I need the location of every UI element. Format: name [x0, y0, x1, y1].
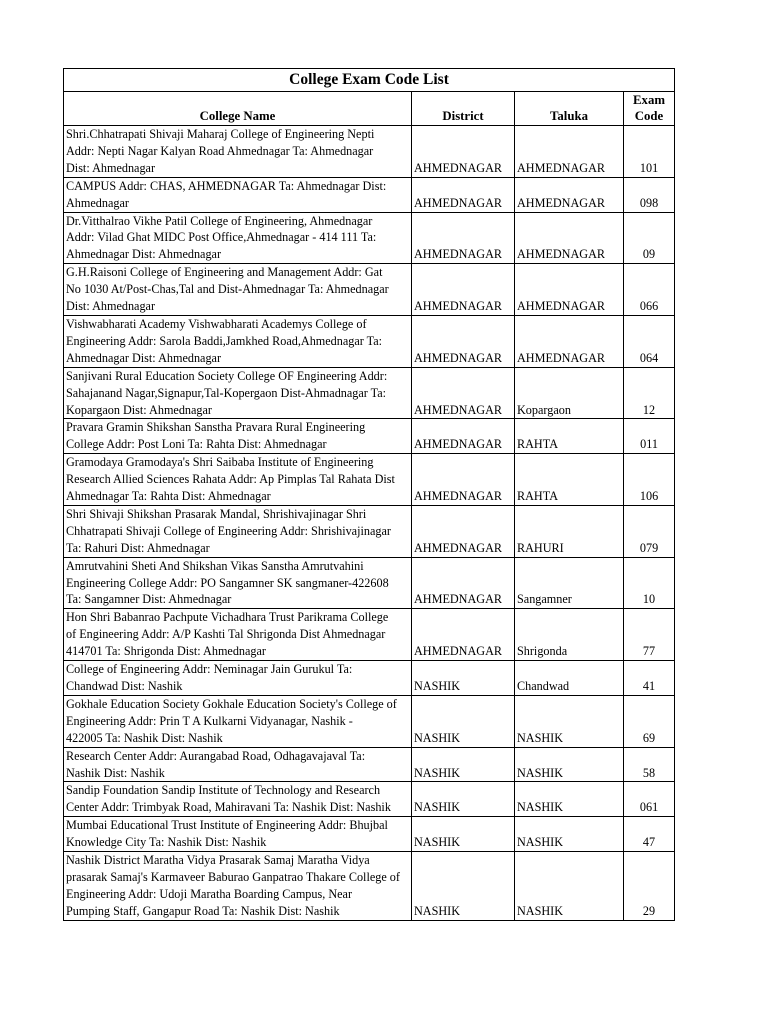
college-name-cell: College of Engineering Addr: Neminagar Jain Gurukul Ta: Chandwad Dist: Nashik	[64, 661, 412, 696]
exam-code-cell: 061	[624, 782, 675, 817]
college-name-cell: Sandip Foundation Sandip Institute of Technology and Research Center Addr: Trimbyak Road, Mahiravani Ta: Nashik Dist: Nashik	[64, 782, 412, 817]
header-taluka: Taluka	[515, 92, 624, 126]
college-exam-code-table	[63, 68, 675, 921]
taluka-cell: RAHURI	[515, 505, 624, 557]
college-name-cell: Research Center Addr: Aurangabad Road, Odhagavajaval Ta: Nashik Dist: Nashik	[64, 747, 412, 782]
table-row	[64, 126, 675, 178]
taluka-cell: NASHIK	[515, 747, 624, 782]
table-row	[64, 419, 675, 454]
taluka-cell: Sangamner	[515, 557, 624, 609]
exam-code-cell: 12	[624, 367, 675, 419]
table-row	[64, 454, 675, 506]
exam-code-cell: 011	[624, 419, 675, 454]
taluka-cell: AHMEDNAGAR	[515, 212, 624, 264]
table-row	[64, 609, 675, 661]
district-cell: NASHIK	[412, 782, 515, 817]
district-cell: AHMEDNAGAR	[412, 557, 515, 609]
district-cell: AHMEDNAGAR	[412, 454, 515, 506]
taluka-cell: AHMEDNAGAR	[515, 177, 624, 212]
table-row	[64, 695, 675, 747]
exam-code-cell: 079	[624, 505, 675, 557]
table-title: College Exam Code List	[64, 69, 675, 92]
district-cell: AHMEDNAGAR	[412, 367, 515, 419]
exam-code-cell: 101	[624, 126, 675, 178]
table-row	[64, 661, 675, 696]
district-cell: NASHIK	[412, 817, 515, 852]
title-row	[64, 69, 675, 92]
table-row	[64, 782, 675, 817]
college-name-cell: G.H.Raisoni College of Engineering and Management Addr: Gat No 1030 At/Post-Chas,Tal and Dist-Ahmednagar Ta: Ahmednagar Dist: Ahmednagar	[64, 264, 412, 316]
exam-code-cell: 29	[624, 852, 675, 921]
exam-code-cell: 77	[624, 609, 675, 661]
district-cell: NASHIK	[412, 661, 515, 696]
district-cell: AHMEDNAGAR	[412, 126, 515, 178]
taluka-cell: NASHIK	[515, 782, 624, 817]
taluka-cell: AHMEDNAGAR	[515, 264, 624, 316]
taluka-cell: Kopargaon	[515, 367, 624, 419]
table-row	[64, 177, 675, 212]
table-row	[64, 315, 675, 367]
table-row	[64, 747, 675, 782]
district-cell: NASHIK	[412, 747, 515, 782]
college-name-cell: Dr.Vitthalrao Vikhe Patil College of Engineering, Ahmednagar Addr: Vilad Ghat MIDC Post Office,Ahmednagar - 414 111 Ta: Ahmednagar Dist: Ahmednagar	[64, 212, 412, 264]
taluka-cell: NASHIK	[515, 817, 624, 852]
taluka-cell: NASHIK	[515, 852, 624, 921]
taluka-cell: Shrigonda	[515, 609, 624, 661]
college-name-cell: Gokhale Education Society Gokhale Education Society's College of Engineering Addr: Prin T A Kulkarni Vidyanagar, Nashik - 422005 Ta: Nashik Dist: Nashik	[64, 695, 412, 747]
header-district: District	[412, 92, 515, 126]
exam-code-cell: 064	[624, 315, 675, 367]
district-cell: AHMEDNAGAR	[412, 609, 515, 661]
district-cell: AHMEDNAGAR	[412, 264, 515, 316]
table-row	[64, 212, 675, 264]
table-row	[64, 852, 675, 921]
taluka-cell: RAHTA	[515, 454, 624, 506]
taluka-cell: Chandwad	[515, 661, 624, 696]
exam-code-cell: 106	[624, 454, 675, 506]
district-cell: AHMEDNAGAR	[412, 315, 515, 367]
college-name-cell: Pravara Gramin Shikshan Sanstha Pravara Rural Engineering College Addr: Post Loni Ta: Rahta Dist: Ahmednagar	[64, 419, 412, 454]
district-cell: NASHIK	[412, 695, 515, 747]
header-college-name: College Name	[64, 92, 412, 126]
college-name-cell: Vishwabharati Academy Vishwabharati Academys College of Engineering Addr: Sarola Baddi,Jamkhed Road,Ahmednagar Ta: Ahmednagar Dist: Ahmednagar	[64, 315, 412, 367]
exam-code-cell: 098	[624, 177, 675, 212]
college-name-cell: Nashik District Maratha Vidya Prasarak Samaj Maratha Vidya prasarak Samaj's Karmaveer Baburao Ganpatrao Thakare College of Engineering Addr: Udoji Maratha Boarding Campus, Near Pumping Staff, Gangapur Road Ta: Nashik Dist: Nashik	[64, 852, 412, 921]
exam-code-cell: 47	[624, 817, 675, 852]
header-row	[64, 92, 675, 126]
district-cell: AHMEDNAGAR	[412, 177, 515, 212]
exam-code-cell: 09	[624, 212, 675, 264]
exam-code-cell: 10	[624, 557, 675, 609]
college-name-cell: Shri.Chhatrapati Shivaji Maharaj College of Engineering Nepti Addr: Nepti Nagar Kalyan Road Ahmednagar Ta: Ahmednagar Dist: Ahmednagar	[64, 126, 412, 178]
taluka-cell: NASHIK	[515, 695, 624, 747]
college-name-cell: Sanjivani Rural Education Society College OF Engineering Addr: Sahajanand Nagar,Signapur,Tal-Kopergaon Dist-Ahmadnagar Ta: Kopargaon Dist: Ahmednagar	[64, 367, 412, 419]
exam-code-cell: 41	[624, 661, 675, 696]
table-row	[64, 817, 675, 852]
exam-code-cell: 58	[624, 747, 675, 782]
exam-code-cell: 69	[624, 695, 675, 747]
taluka-cell: RAHTA	[515, 419, 624, 454]
district-cell: AHMEDNAGAR	[412, 212, 515, 264]
header-exam-code: Exam Code	[624, 92, 675, 126]
college-name-cell: Gramodaya Gramodaya's Shri Saibaba Institute of Engineering Research Allied Sciences Rahata Addr: Ap Pimplas Tal Rahata Dist Ahmednagar Ta: Rahta Dist: Ahmednagar	[64, 454, 412, 506]
district-cell: AHMEDNAGAR	[412, 505, 515, 557]
taluka-cell: AHMEDNAGAR	[515, 315, 624, 367]
district-cell: AHMEDNAGAR	[412, 419, 515, 454]
exam-code-cell: 066	[624, 264, 675, 316]
table-row	[64, 367, 675, 419]
college-name-cell: Hon Shri Babanrao Pachpute Vichadhara Trust Parikrama College of Engineering Addr: A/P Kashti Tal Shrigonda Dist Ahmednagar 414701 Ta: Shrigonda Dist: Ahmednagar	[64, 609, 412, 661]
taluka-cell: AHMEDNAGAR	[515, 126, 624, 178]
district-cell: NASHIK	[412, 852, 515, 921]
table-row	[64, 505, 675, 557]
table-row	[64, 557, 675, 609]
table-row	[64, 264, 675, 316]
college-name-cell: CAMPUS Addr: CHAS, AHMEDNAGAR Ta: Ahmednagar Dist: Ahmednagar	[64, 177, 412, 212]
college-name-cell: Amrutvahini Sheti And Shikshan Vikas Sanstha Amrutvahini Engineering College Addr: PO Sangamner SK sangmaner-422608 Ta: Sangamner Dist: Ahmednagar	[64, 557, 412, 609]
college-name-cell: Shri Shivaji Shikshan Prasarak Mandal, Shrishivajinagar Shri Chhatrapati Shivaji College of Engineering Addr: Shrishivajinagar Ta: Rahuri Dist: Ahmednagar	[64, 505, 412, 557]
college-name-cell: Mumbai Educational Trust Institute of Engineering Addr: Bhujbal Knowledge City Ta: Nashik Dist: Nashik	[64, 817, 412, 852]
